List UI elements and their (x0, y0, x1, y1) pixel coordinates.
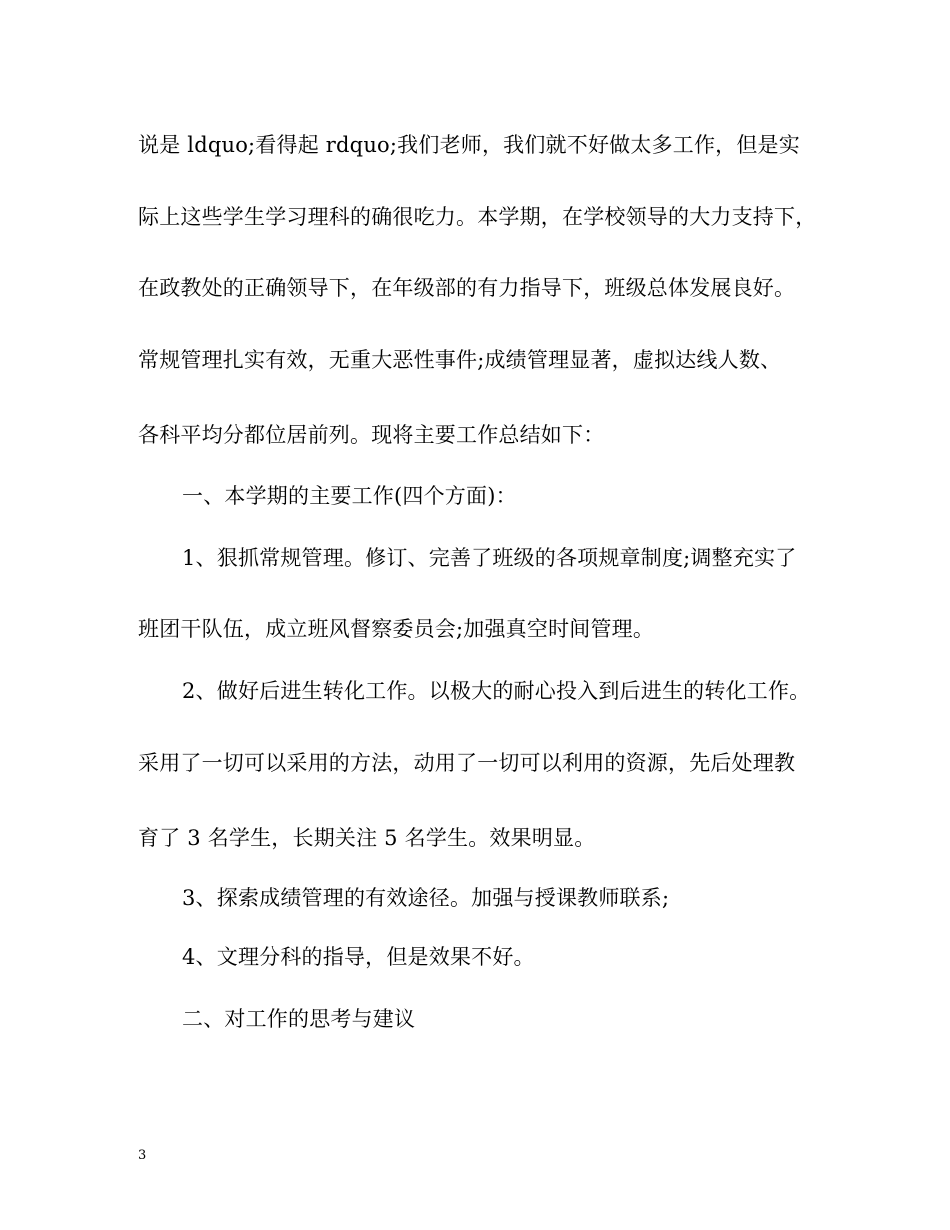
list-item-3: 3、探索成绩管理的有效途径。加强与授课教师联系; (182, 886, 670, 910)
paragraph-line-3: 在政教处的正确领导下，在年级部的有力指导下，班级总体发展良好。 (138, 276, 796, 300)
list-item-2-line-1: 2、做好后进生转化工作。以极大的耐心投入到后进生的转化工作。 (182, 679, 811, 703)
section-heading-1: 一、本学期的主要工作(四个方面)： (182, 484, 517, 508)
paragraph-line-1: 说是 ldquo;看得起 rdquo;我们老师，我们就不好做太多工作，但是实 (138, 133, 800, 157)
list-item-2-line-3: 育了 3 名学生，长期关注 5 名学生。效果明显。 (138, 826, 596, 850)
paragraph-line-2: 际上这些学生学习理科的确很吃力。本学期，在学校领导的大力支持下， (138, 205, 817, 229)
list-item-1-line-2: 班团干队伍，成立班风督察委员会;加强真空时间管理。 (138, 617, 655, 641)
page-number: 3 (138, 1148, 147, 1163)
paragraph-line-4: 常规管理扎实有效，无重大恶性事件;成绩管理显著，虚拟达线人数、 (138, 348, 782, 372)
section-heading-2: 二、对工作的思考与建议 (182, 1007, 416, 1031)
list-item-1-line-1: 1、狠抓常规管理。修订、完善了班级的各项规章制度;调整充实了 (182, 546, 797, 570)
list-item-4: 4、文理分科的指导，但是效果不好。 (182, 945, 535, 969)
list-item-2-line-2: 采用了一切可以采用的方法，动用了一切可以利用的资源，先后处理教 (138, 751, 796, 775)
paragraph-line-5: 各科平均分都位居前列。现将主要工作总结如下： (138, 423, 605, 447)
